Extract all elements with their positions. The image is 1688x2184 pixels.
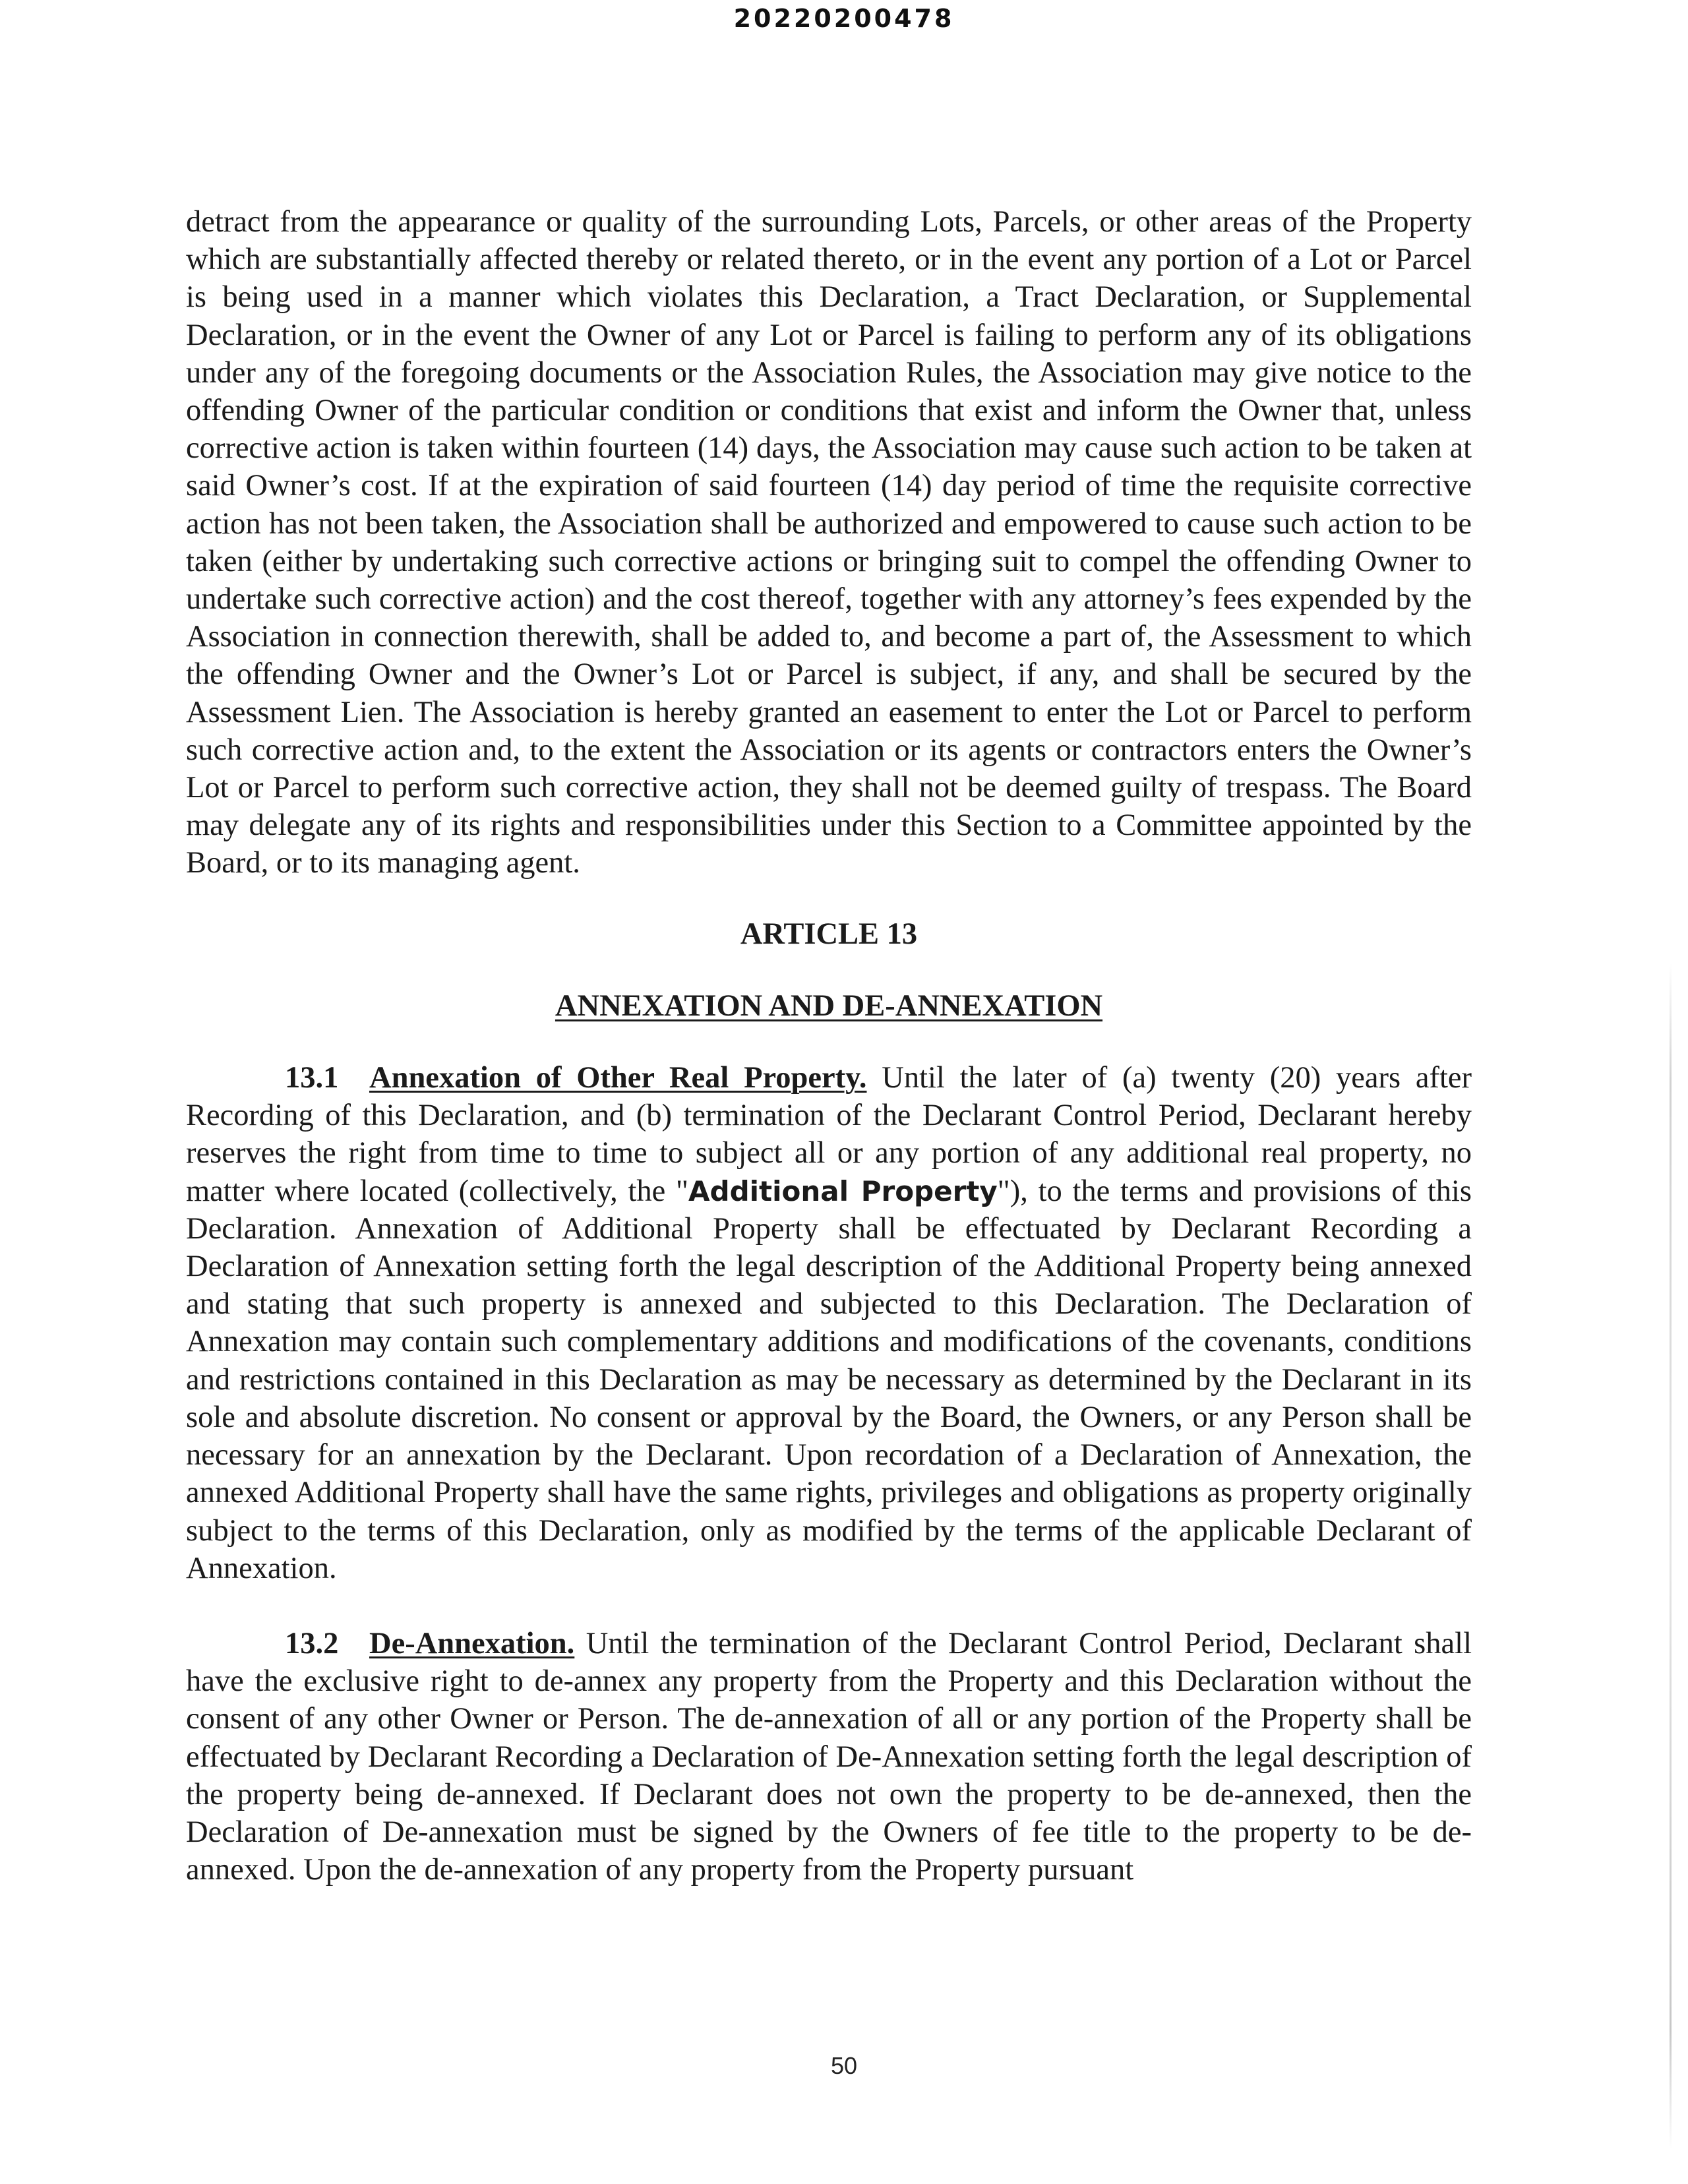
- section-title: Annexation of Other Real Property.: [369, 1061, 867, 1095]
- defined-term: Additional Property: [688, 1174, 998, 1207]
- continued-paragraph: detract from the appearance or quality of the surrounding Lots, Parcels, or other areas of the Property which are substantially affected thereby or related thereto, or in the event any portion of a Lot or Parcel is being used in a manner which violates this Declaration, a Tract Declaration, or Supplemental Declaration, or in the event the Owner of any Lot or Parcel is failing to perform any of its obligations under any of the foregoing documents or the Association Rules, the Association may give notice to the offending Owner of the particular condition or conditions that exist and inform the Owner that, unless corrective action is taken within fourteen (14) days, the Association may cause such action to be taken at said Owner’s cost. If at the expiration of said fourteen (14) day period of time the requisite corrective action has not been taken, the Association shall be authorized and empowered to cause such action to be taken (either by undertaking such corrective actions or bringing suit to compel the offending Owner to undertake such corrective action) and the cost thereof, together with any attorney’s fees expended by the Association in connection therewith, shall be added to, and become a part of, the Assessment to which the offending Owner and the Owner’s Lot or Parcel is subject, if any, and shall be secured by the Assessment Lien. The Association is hereby granted an easement to enter the Lot or Parcel to perform such corrective action and, to the extent the Association or its agents or contractors enters the Owner’s Lot or Parcel to perform such corrective action, they shall not be deemed guilty of trespass. The Board may delegate any of its rights and responsibilities under this Section to a Committee appointed by the Board, or to its managing agent.: [186, 205, 1472, 880]
- article-number: ARTICLE 13: [740, 917, 918, 951]
- section-number: 13.2: [285, 1626, 339, 1660]
- page-number: 50: [830, 2052, 858, 2079]
- page-body: [186, 203, 1472, 1889]
- scan-edge-artifact: [1670, 963, 1672, 2150]
- section-number: 13.1: [285, 1061, 339, 1095]
- section-text-continued: "), to the terms and provisions of this Declaration. Annexation of Additional Property shall be effectuated by Declarant Recording a Declaration of Annexation setting forth the legal description of the Additional Property being annexed and stating that such property is annexed and subjected to this Declaration. The Declaration of Annexation may contain such complementary additions and modifications of the covenants, conditions and restrictions contained in this Declaration as may be necessary as determined by the Declarant in its sole and absolute discretion. No consent or approval by the Board, the Owners, or any Person shall be necessary for an annexation by the Declarant. Upon recordation of a Declaration of Annexation, the annexed Additional Property shall have the same rights, privileges and obligations as property originally subject to the terms of this Declaration, only as modified by the terms of the applicable Declarant of Annexation.: [186, 1174, 1472, 1585]
- section-title: De-Annexation.: [369, 1626, 575, 1660]
- section-13-1: [186, 1059, 1472, 1587]
- section-text: Until the later of (a) twenty (20) years after Recording of this Declaration, and (b) termination of the Declarant Control Period, Declarant hereby reserves the right from time to time to subject all or any portion of any additional real property, no matter where located (collectively, the ": [186, 1061, 1472, 1208]
- recording-number: 20220200478: [733, 4, 955, 33]
- section-13-2: [186, 1625, 1472, 1889]
- article-title: ANNEXATION AND DE-ANNEXATION: [555, 988, 1103, 1023]
- section-text: Until the termination of the Declarant Control Period, Declarant shall have the exclusive right to de-annex any property from the Property and this Declaration without the consent of any other Owner or Person. The de-annexation of all or any portion of the Property shall be effectuated by Declarant Recording a Declaration of De-Annexation setting forth the legal description of the property being de-annexed. If Declarant does not own the property to be de-annexed, then the Declaration of De-annexation must be signed by the Owners of fee title to the property to be de-annexed. Upon the de-annexation of any property from the Property pursuant: [186, 1626, 1472, 1887]
